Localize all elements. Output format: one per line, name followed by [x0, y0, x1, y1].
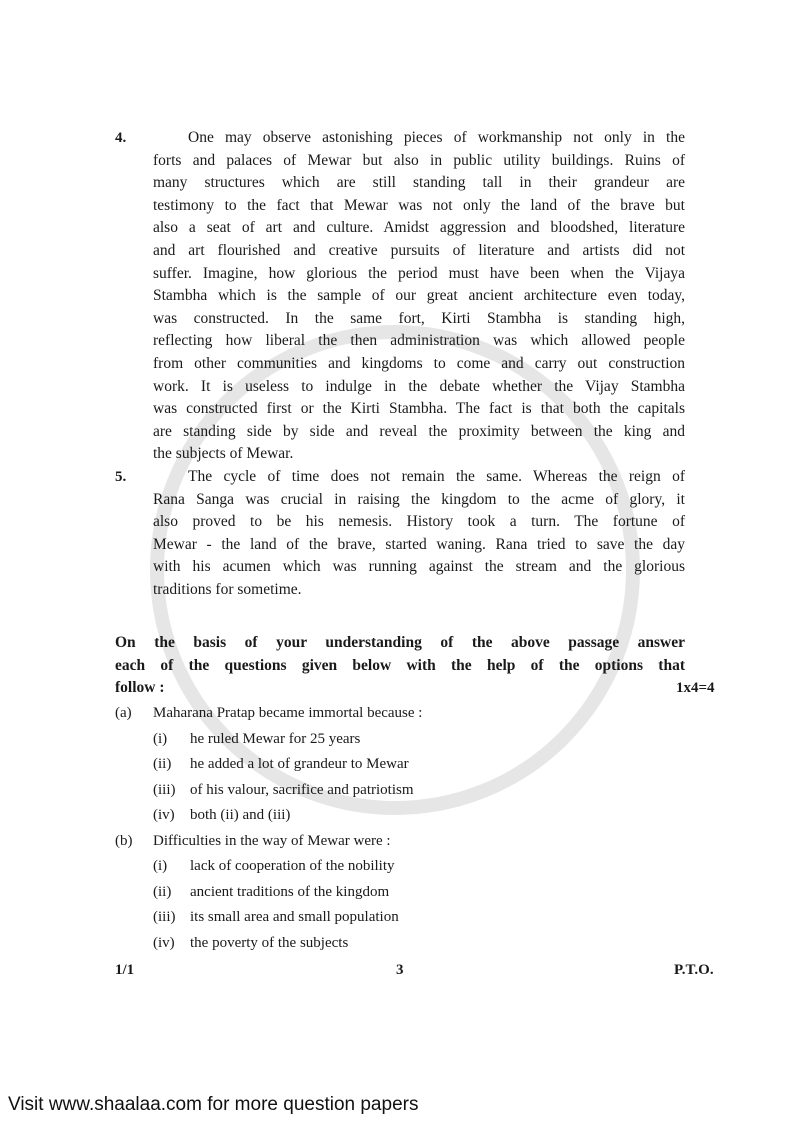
passage-line: with his acumen which was running against the stream and the glorious [153, 558, 685, 576]
passage-line: and art flourished and creative pursuits of literature and artists did not [153, 242, 685, 259]
option-text: its small area and small population [190, 909, 399, 925]
question-label: (b) [115, 832, 133, 849]
marks: 1x4=4 [676, 680, 715, 696]
option-text: of his valour, sacrifice and patriotism [190, 781, 414, 798]
option-label: (iv) [153, 807, 175, 823]
passage-line: Mewar - the land of the brave, started waning. Rana tried to save the day [153, 535, 685, 553]
passage-line: traditions for sometime. [153, 581, 302, 598]
option-text: he ruled Mewar for 25 years [190, 730, 361, 747]
paragraph-number: 5. [115, 469, 127, 485]
passage-line: also a seat of art and culture. Amidst aggression and bloodshed, literature [153, 219, 685, 237]
question-text: Maharana Pratap became immortal because : [153, 705, 423, 721]
passage-line: One may observe astonishing pieces of workmanship not only in the [188, 129, 685, 146]
option-label: (i) [153, 730, 168, 747]
option-label: (iv) [153, 934, 175, 951]
passage-line: the subjects of Mewar. [153, 445, 294, 463]
option-label: (iii) [153, 781, 176, 798]
passage-line: Rana Sanga was crucial in raising the kingdom to the acme of glory, it [153, 490, 685, 508]
passage-line: reflecting how liberal the then administration was which allowed people [153, 332, 685, 350]
option-text: he added a lot of grandeur to Mewar [190, 756, 409, 772]
option-text: both (ii) and (iii) [190, 807, 291, 823]
passage-line: also proved to be his nemesis. History took a turn. The fortune of [153, 513, 685, 531]
instruction-line: follow : [115, 679, 165, 697]
option-label: (iii) [153, 909, 176, 925]
page-number: 3 [396, 962, 404, 978]
shaalaa-banner[interactable]: Visit www.shaalaa.com for more question papers [8, 1094, 419, 1115]
question-text: Difficulties in the way of Mewar were : [153, 832, 391, 849]
paragraph-number: 4. [115, 130, 127, 146]
option-text: the poverty of the subjects [190, 934, 349, 951]
option-label: (ii) [153, 756, 172, 772]
passage-line: suffer. Imagine, how glorious the period must have been when the Vijaya [153, 264, 685, 282]
passage-line: testimony to the fact that Mewar was not only the land of the brave but [153, 196, 685, 214]
passage-line: are standing side by side and reveal the proximity between the king and [153, 422, 685, 440]
option-label: (i) [153, 858, 168, 874]
passage-line: The cycle of time does not remain the same. Whereas the reign of [188, 468, 685, 485]
footer-pto: P.T.O. [674, 962, 714, 978]
footer-left: 1/1 [115, 962, 135, 978]
passage-line: work. It is useless to indulge in the debate whether the Vijay Stambha [153, 377, 685, 395]
passage-line: many structures which are still standing tall in their grandeur are [153, 174, 685, 192]
passage-line: from other communities and kingdoms to come and carry out construction [153, 355, 685, 372]
option-text: ancient traditions of the kingdom [190, 883, 390, 900]
passage-line: was constructed first or the Kirti Stambha. The fact is that both the capitals [153, 400, 685, 418]
question-label: (a) [115, 705, 132, 721]
passage-line: forts and palaces of Mewar but also in public utility buildings. Ruins of [153, 151, 685, 169]
option-label: (ii) [153, 883, 172, 900]
passage-line: was constructed. In the same fort, Kirti Stambha is standing high, [153, 309, 685, 327]
instruction-line: each of the questions given below with the help of the options that [115, 656, 685, 674]
passage-line: Stambha which is the sample of our great ancient architecture even today, [153, 287, 685, 305]
option-text: lack of cooperation of the nobility [190, 858, 395, 874]
instruction-line: On the basis of your understanding of the above passage answer [115, 634, 685, 651]
